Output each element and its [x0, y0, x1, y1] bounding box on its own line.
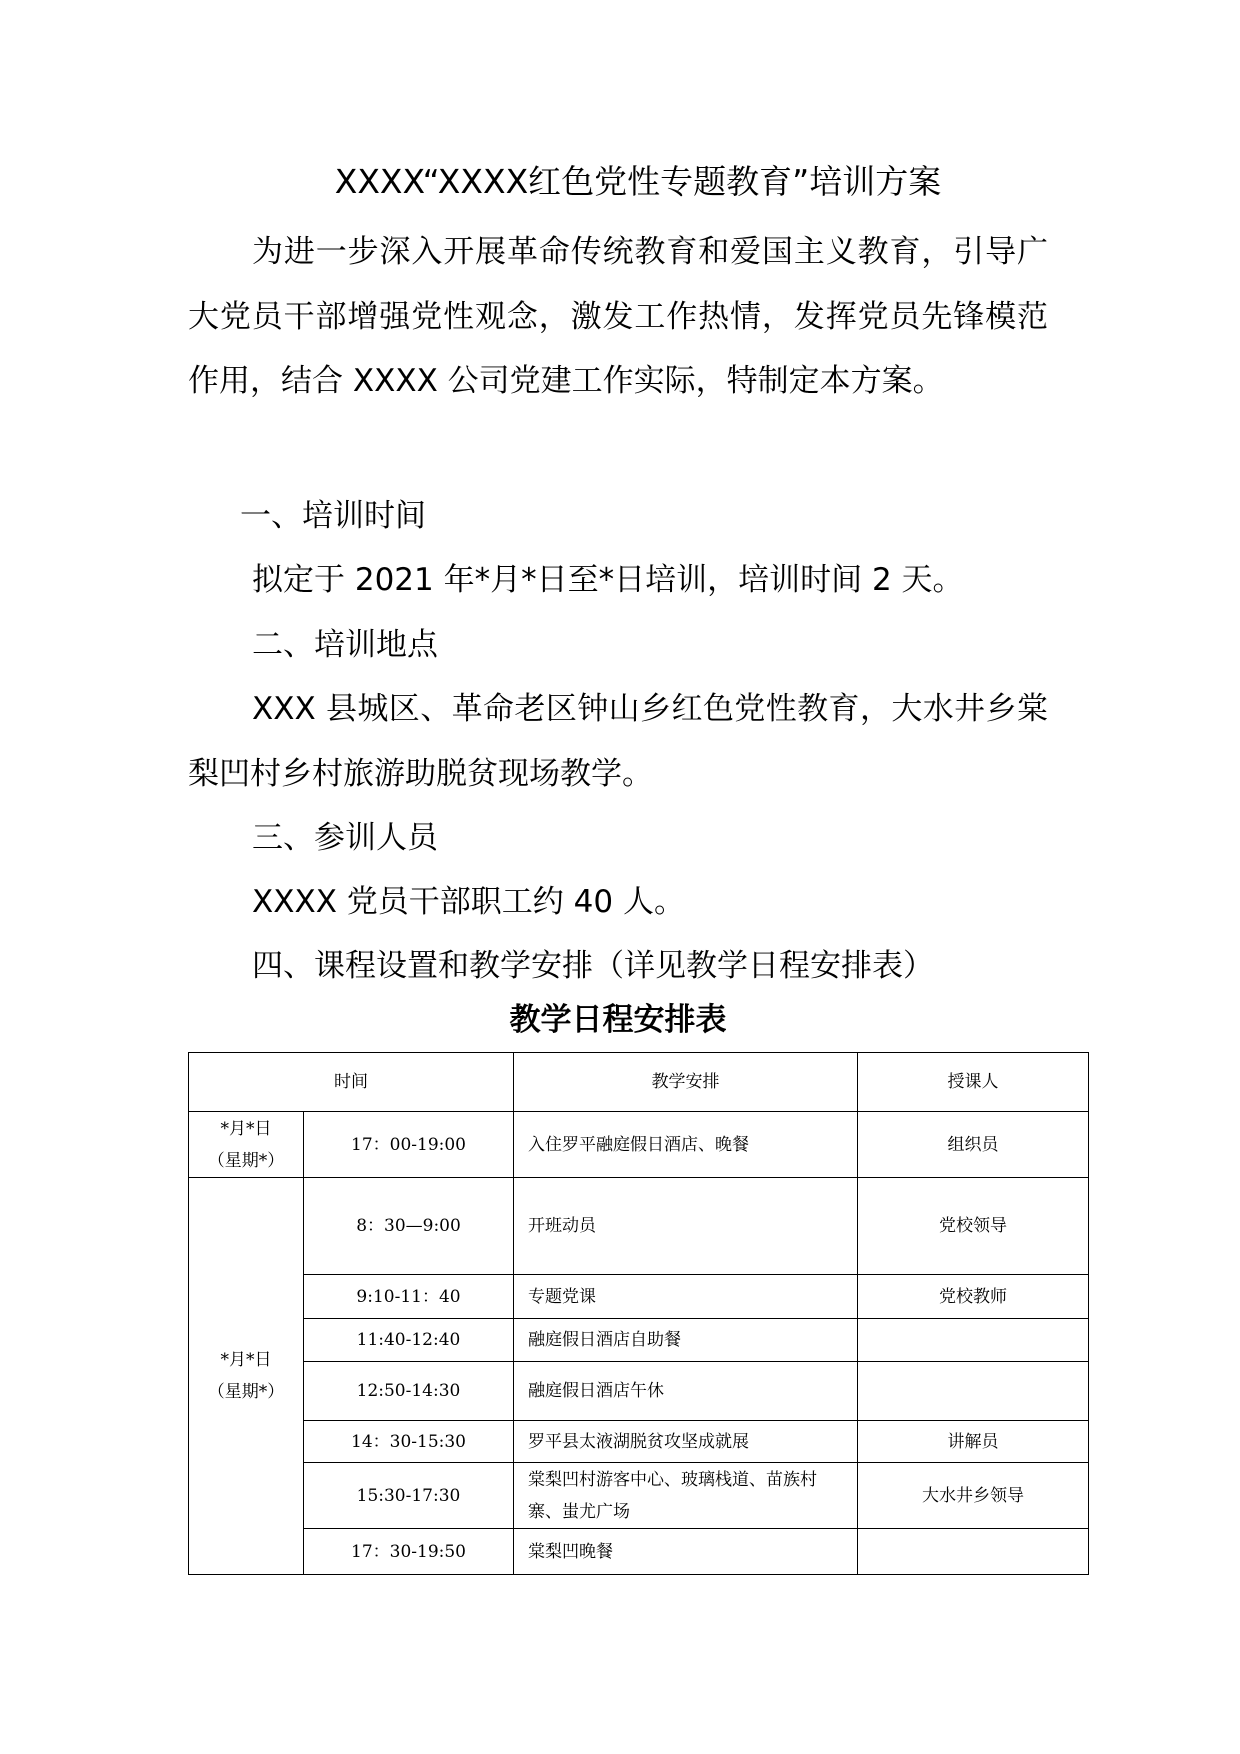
- row-arrangement: 棠梨凹晚餐: [514, 1529, 858, 1575]
- header-time: 时间: [189, 1053, 514, 1112]
- row-time: 17：30-19:50: [304, 1529, 514, 1575]
- row-arrangement: 罗平县太液湖脱贫攻坚成就展: [514, 1421, 858, 1463]
- row-arrangement: 专题党课: [514, 1275, 858, 1319]
- section-heading-time: 一、培训时间: [240, 498, 426, 534]
- row-arrangement: 融庭假日酒店自助餐: [514, 1319, 858, 1362]
- table-row: [189, 1275, 1089, 1319]
- row-arrangement: 融庭假日酒店午休: [514, 1362, 858, 1421]
- day2-date: *月*日: [220, 1350, 272, 1370]
- header-lecturer: 授课人: [858, 1053, 1089, 1112]
- row-lecturer: 大水井乡领导: [858, 1463, 1089, 1529]
- table-row: [189, 1112, 1089, 1178]
- row-arrangement: 棠梨凹村游客中心、玻璃栈道、苗族村寨、蚩尤广场: [514, 1463, 858, 1529]
- section-heading-curriculum: 四、课程设置和教学安排（详见教学日程安排表）: [252, 948, 934, 984]
- row-lecturer: 党校教师: [858, 1275, 1089, 1319]
- table-row: [189, 1319, 1089, 1362]
- table-header-row: [189, 1053, 1089, 1112]
- row-time: 17：00-19:00: [304, 1112, 514, 1178]
- row-time: 15:30-17:30: [304, 1463, 514, 1529]
- day1-date: *月*日: [220, 1118, 272, 1139]
- row-lecturer: [858, 1362, 1089, 1421]
- schedule-table-title: 教学日程安排表: [509, 1002, 727, 1038]
- table-row: [189, 1463, 1089, 1529]
- table-row: [189, 1362, 1089, 1421]
- day2-weekday: （星期*）: [207, 1382, 285, 1402]
- section-body-time: 拟定于 2021 年*月*日至*日培训，培训时间 2 天。: [252, 562, 964, 598]
- section-body-participants: XXXX 党员干部职工约 40 人。: [252, 884, 685, 920]
- row-time: 11:40-12:40: [304, 1319, 514, 1362]
- table-row: [189, 1529, 1089, 1575]
- row-arrangement: 开班动员: [514, 1178, 858, 1275]
- row-lecturer: [858, 1319, 1089, 1362]
- row-time: 8：30—9:00: [304, 1178, 514, 1275]
- header-arrangement: 教学安排: [514, 1053, 858, 1112]
- document-title: XXXX“XXXX红色党性专题教育”培训方案: [334, 162, 942, 201]
- row-lecturer: 组织员: [858, 1112, 1089, 1178]
- day1-weekday: （星期*）: [207, 1150, 285, 1171]
- day2-date-cell: [189, 1178, 304, 1575]
- row-time: 12:50-14:30: [304, 1362, 514, 1421]
- section-body-location: XXX 县城区、革命老区钟山乡红色党性教育，大水井乡棠梨凹村乡村旅游助脱贫现场教学。: [188, 691, 1048, 792]
- table-row: [189, 1178, 1089, 1275]
- intro-paragraph: 为进一步深入开展革命传统教育和爱国主义教育，引导广大党员干部增强党性观念，激发工作热情，发挥党员先锋模范作用，结合 XXXX 公司党建工作实际，特制定本方案。: [188, 234, 1048, 399]
- row-lecturer: 讲解员: [858, 1421, 1089, 1463]
- table-row: [189, 1421, 1089, 1463]
- row-time: 14：30-15:30: [304, 1421, 514, 1463]
- section-heading-participants: 三、参训人员: [252, 820, 438, 856]
- day1-date-cell: [189, 1112, 304, 1178]
- row-arrangement: 入住罗平融庭假日酒店、晚餐: [514, 1112, 858, 1178]
- schedule-table: [188, 1052, 1089, 1575]
- row-lecturer: [858, 1529, 1089, 1575]
- row-time: 9:10-11：40: [304, 1275, 514, 1319]
- row-lecturer: 党校领导: [858, 1178, 1089, 1275]
- section-heading-location: 二、培训地点: [252, 627, 438, 663]
